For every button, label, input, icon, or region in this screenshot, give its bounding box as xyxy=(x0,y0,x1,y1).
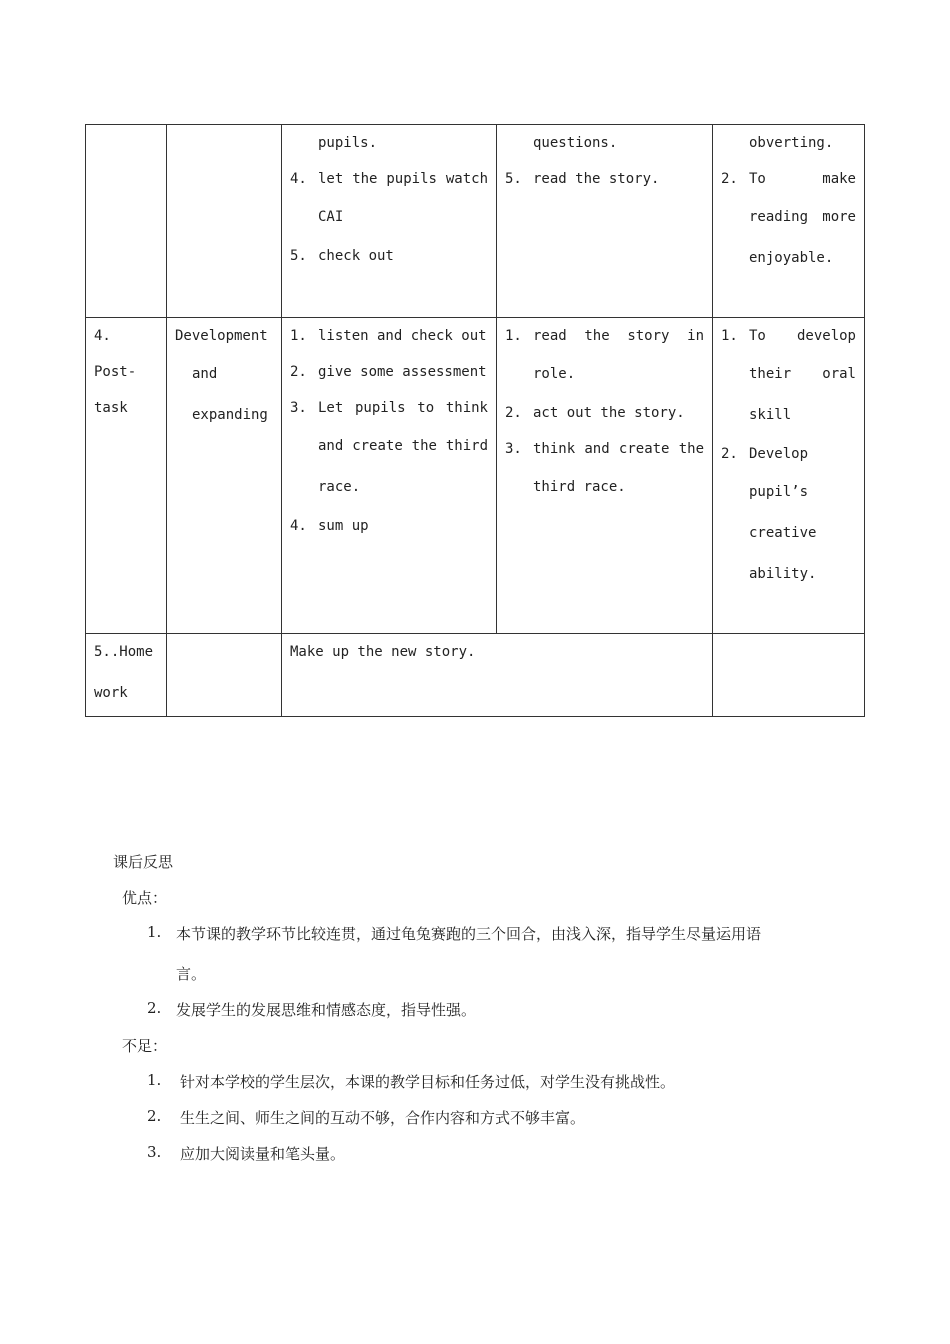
list-item: 5. read the story. xyxy=(505,171,660,187)
stage-cell: 5..Home work xyxy=(86,634,167,717)
list-item: obverting. xyxy=(749,135,834,151)
document-page: pupils. 4. let the pupils watch CAI 5. check out questions. 5. read the story. obverting. 2. To make reading more enjoyable. 4. Post- task Development and expanding 1. listen and check out 2. give some assessment 3. Let pupils to think and create the third race. 4. sum up 1. read the story in role. 2. act out the story. 3. think and create the third race. 1. To develop their oral skill 2. Develop pupil’s creative ability. 5..Home work Make up the new story. 课后反思 优点： 1. 本节课的教学环节比较连贯，通过龟兔赛跑的三个回合，由浅入深，指导学生尽量运用语 言。 2. 发展学生的发展思维和情感态度，指导性强。 不足： 1. 针对本学校的学生层次，本课的教学目标和任务过低，对学生没有挑战性。 2. 生生之间、师生之间的互动不够，合作内容和方式不够丰富。 3. 应加大阅读量和笔头量。 xyxy=(0,0,950,1344)
table-row xyxy=(86,125,865,318)
stage-cell: 4. Post- task xyxy=(86,318,167,634)
list-item: and create the third xyxy=(318,438,488,454)
list-item: ability. xyxy=(749,566,817,582)
list-item: 2. To make xyxy=(721,171,856,187)
purpose-cell xyxy=(713,125,865,318)
pupil-activity-cell xyxy=(497,318,713,634)
list-item: skill xyxy=(749,407,792,423)
list-item: 1. read the story in xyxy=(505,328,704,344)
stage-cell xyxy=(86,125,167,318)
pupil-activity-cell xyxy=(497,125,713,318)
weaknesses-label: 不足： xyxy=(122,1037,168,1055)
list-item: race. xyxy=(318,479,361,495)
teacher-activity-cell xyxy=(282,125,497,318)
list-item: enjoyable. xyxy=(749,250,834,266)
list-item: 3. think and create the xyxy=(505,441,704,457)
list-item: 4. sum up xyxy=(290,518,369,534)
list-item: CAI xyxy=(318,209,344,225)
list-item: 2. Develop xyxy=(721,446,809,462)
teacher-activity-cell xyxy=(282,318,497,634)
list-item: third race. xyxy=(533,479,626,495)
list-item: 1. To develop xyxy=(721,328,856,344)
table-row xyxy=(86,634,865,717)
list-item: reading more xyxy=(749,209,856,225)
list-item: 5. check out xyxy=(290,248,394,264)
strengths-label: 优点： xyxy=(122,889,168,907)
focus-cell xyxy=(167,634,282,717)
list-item: role. xyxy=(533,366,576,382)
focus-cell xyxy=(167,125,282,318)
list-item: their oral xyxy=(749,366,856,382)
list-item: 3. Let pupils to think xyxy=(290,400,488,416)
lesson-plan-table xyxy=(85,124,865,717)
list-item: 1. listen and check out xyxy=(290,328,487,344)
list-item: 2. give some assessment xyxy=(290,364,487,380)
purpose-cell xyxy=(713,634,865,717)
list-item: 2. act out the story. xyxy=(505,405,685,421)
table-row xyxy=(86,318,865,634)
focus-cell: Development and expanding xyxy=(167,318,282,634)
list-item: pupils. xyxy=(318,135,378,151)
list-item: creative xyxy=(749,525,817,541)
purpose-cell xyxy=(713,318,865,634)
homework-activity-cell: Make up the new story. xyxy=(282,634,713,717)
list-item: questions. xyxy=(533,135,618,151)
list-item: pupil’s xyxy=(749,484,809,500)
reflection-heading: 课后反思 xyxy=(113,853,174,871)
list-item: 4. let the pupils watch xyxy=(290,171,488,187)
